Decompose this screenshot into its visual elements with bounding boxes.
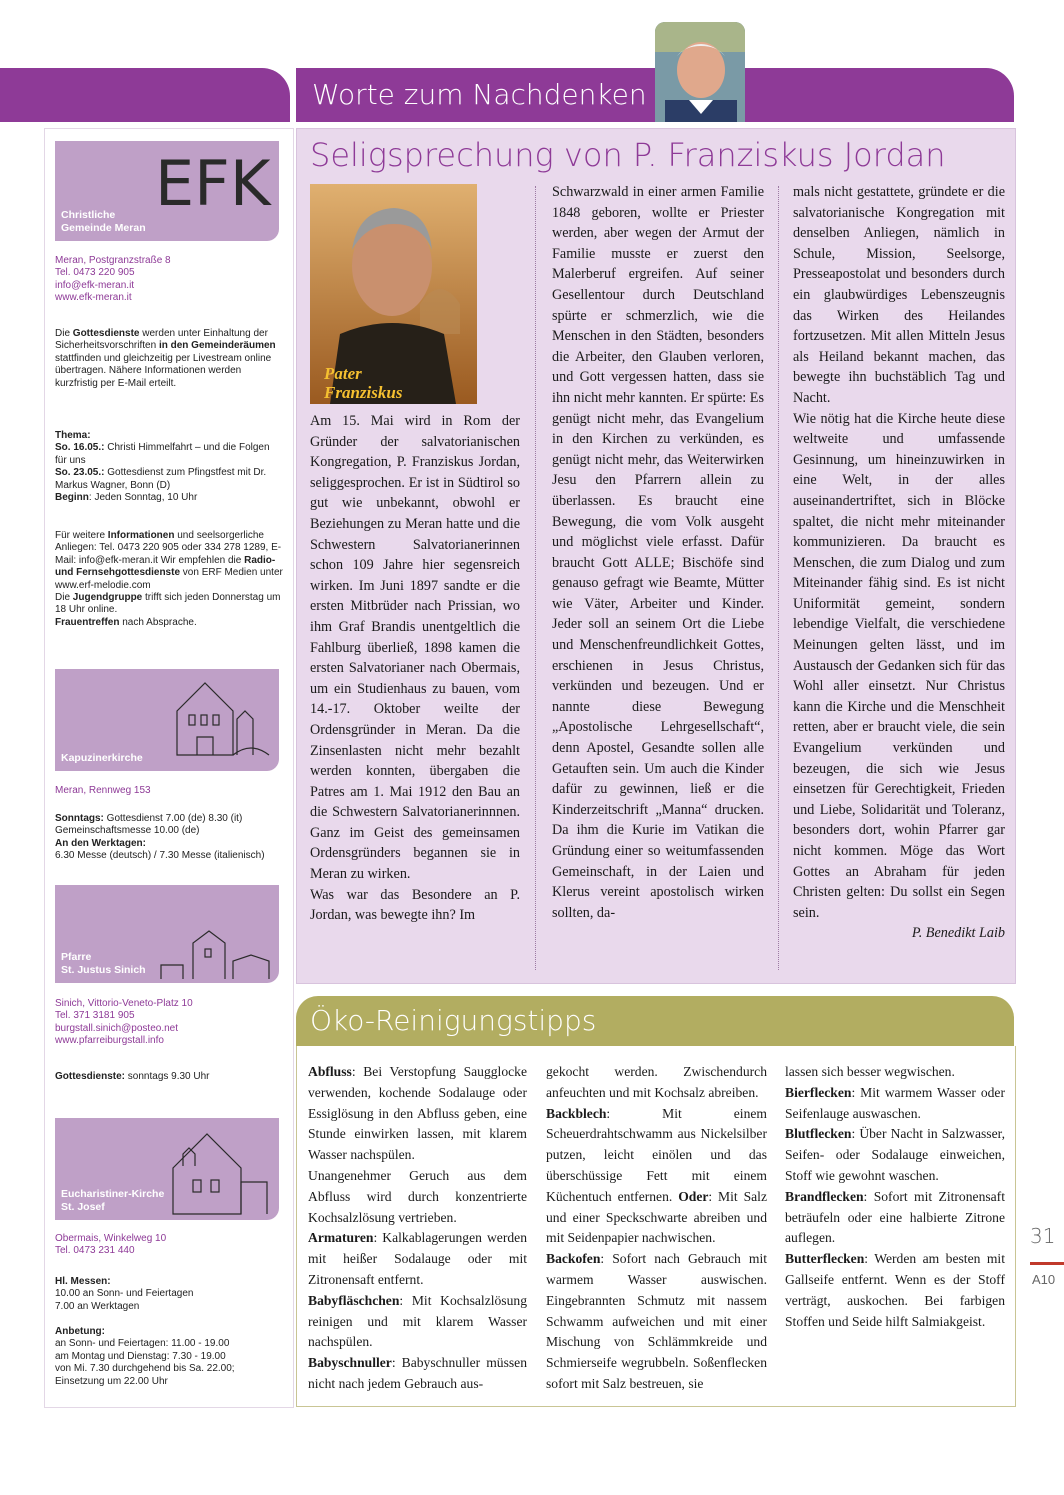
church-services-sidebar: [44, 128, 294, 1408]
josef-contact: Obermais, Winkelweg 10 Tel. 0473 231 440: [55, 1233, 167, 1257]
page-marker-line: [1030, 1262, 1064, 1265]
kapuziner-address: Meran, Rennweg 153: [55, 785, 151, 796]
efk-contact: Meran, Postgranzstraße 8 Tel. 0473 220 905 info@efk-meran.it www.efk-meran.it: [55, 255, 283, 305]
author-portrait: [655, 22, 745, 122]
eco-column-2: gekocht werden. Zwischendurch anfeuchten und mit Kochsalz abreiben. Backblech: Mit einem Scheuerdrahtschwamm aus Nickelsilber putzen, leicht einölen und das überschüssige Fett mit einem Küchentuch entfernen. Oder: Mit Salz und einer Speckschwarte abreiben und mit Seidenpapier nachwischen. Backofen: Sofort nach Gebrauch mit warmem Wasser auswischen. Eingebrannten Schmutz mit nassem Schwamm aufweichen und mit einer Mischung von Schlämmkreide und Schmierseife wegrubbeln. Soßenflecken sofort mit Salz bestreuen, sie: [546, 1064, 767, 1391]
sinich-web-link[interactable]: www.pfarreiburgstall.info: [55, 1035, 164, 1047]
sinich-church-drawing: [153, 925, 273, 979]
column-divider: [778, 186, 779, 970]
josef-name: Eucharistiner-Kirche St. Josef: [61, 1188, 165, 1213]
josef-box: [55, 1118, 279, 1220]
article-title: Seligsprechung von P. Franziskus Jordan: [310, 136, 946, 174]
josef-church-drawing: [163, 1124, 273, 1216]
eco-title: Öko-Reinigungstipps: [310, 1004, 597, 1037]
sinich-email-link[interactable]: burgstall.sinich@posteo.net: [55, 1022, 178, 1034]
josef-adoration: Anbetung: an Sonn- und Feiertagen: 11.00 - 19.00 am Montag und Dienstag: 7.30 - 19.00 von Mi. 7.30 durchgehend bis Sa. 22.00; Einsetzung um 22.00 Uhr: [55, 1326, 235, 1387]
article-column-1: Am 15. Mai wird in Rom der Gründer der salvatorianischen Kongregation, P. Franziskus Jordan, seliggesprochen. Er ist in Südtirol so gut wie unbekannt, obwohl er Beziehungen zu Meran hatte und die Schwestern Salvatorianerinnen schon 109 Jahre hier segensreich wirken. Im Juni 1897 sandte er die ersten Mitbrüder nach Prissian, wo ihm Graf Brandis unentgeltlich die Fahlburg überließ, 1898 kamen die ersten Salvatorianer nach Obermais, um ein Studienhaus zu bauen, vom 14.-17. Oktober weilte der Ordensgründer in Meran. Da die Zinsenlasten nicht mehr bezahlt werden konnten, übergaben die Patres am 1. Mai 1912 den Bau an die Schwestern Salvatorianerinnnen. Ganz im Geist des gemeinsamen Ordensgründers begannen sie in Meran zu wirken. Was war das Besondere an P. Jordan, was bewegte ihn? Im: [310, 413, 520, 924]
efk-intro: Die Gottesdienste werden unter Einhaltung der Sicherheitsvorschriften in den Gemeinderäumen stattfinden und gleichzeitig per Livestream online übertragen. Nähere Informationen werden kurzfristig per E-Mail erteilt.: [55, 328, 276, 389]
page-section: A10: [1032, 1272, 1056, 1287]
efk-web-link[interactable]: www.efk-meran.it: [55, 292, 132, 304]
column-divider: [535, 186, 536, 970]
article-column-3: mals nicht gestattete, gründete er die salvatorianische Kongregation mit denselben Anliegen, nämlich in Schule, Mission, Seelsorge, Presseapostolat und besonders durch ein glaubwürdiges Lebenszeugnis das Wirken des Heilandes fortzusetzen. Mit allen Mitteln Jesus als Heiland bekannt machen, das bewegte ihn buchstäblich Tag und Nacht. Wie nötig hat die Kirche heute diese weltweite und umfassende Gesinnung, um hineinzuwirken in eine Welt, in der alles auseinandertriftet, sich in Blöcke spaltet, die nicht mehr miteinander kommunizieren. Da braucht es Menschen, die zum Dialog und zum Miteinander fähig sind. Es ist nicht Uniformität gemeint, sondern lebendige Vielfalt, die verschiedene Meinungen gelten lässt, und im Austausch der Gedanken sich für das Wohl aller einsetzt. Nur Christus kann die Kirche und die Menschheit retten, aber er braucht viele, die sein Evangelium verkünden und bezeugen, die sich wie Jesus einsetzen für Gerechtigkeit, Frieden und Liebe, Solidarität und Toleranz, besonders dort, wohin Pfarrer gar nicht kommen. Möge das Wort Gottes an Abraham für jeden Christen gelten: Du sollst ein Segen sein. P. Benedikt Laib: [793, 182, 1005, 944]
efk-email-link[interactable]: info@efk-meran.it: [55, 279, 135, 291]
eco-column-3: lassen sich besser wegwischen. Bierflecken: Mit warmem Wasser oder Seifenlauge auswaschen. Blutflecken: Über Nacht in Salzwasser, Seifen- oder Sodalauge einweichen, Stoff wie gewohnt waschen. Brandflecken: Sofort mit Zitronensaft beträufeln oder eine halbierte Zitrone auflegen. Butterflecken: Werden am besten mit Gallseife entfernt. Wenn es der Stoff verträgt, auskochen. Bei farbigen Stoffen und Seide hilft Salmiakgeist.: [785, 1064, 1005, 1329]
page-number: 31: [1030, 1224, 1056, 1248]
article-signature: P. Benedikt Laib: [911, 925, 1005, 942]
sinich-name: Pfarre St. Justus Sinich: [61, 951, 146, 976]
efk-info: Für weitere Informationen und seelsorgerliche Anliegen: Tel. 0473 220 905 oder 334 278 1289, E-Mail: info@efk-meran.it Wir empfehlen die Radio- und Fernsehgottesdienste von ERF Medien unter www.erf-melodie.com Die Jugendgruppe trifft sich jeden Donnerstag um 18 Uhr online. Frauentreffen nach Absprache.: [55, 530, 283, 628]
section-title: Worte zum Nachdenken: [312, 78, 647, 111]
efk-logo: [155, 149, 273, 221]
efk-name: Christliche Gemeinde Meran: [61, 209, 146, 234]
sinich-services: Gottesdienste: sonntags 9.30 Uhr: [55, 1071, 210, 1082]
pater-franziskus-image: [310, 184, 477, 404]
kapuziner-times: Sonntags: Gottesdienst 7.00 (de) 8.30 (it) Gemeinschaftsmesse 10.00 (de) An den Werktagen: 6.30 Messe (deutsch) / 7.30 Messe (italienisch): [55, 813, 265, 862]
eco-column-1: Abfluss: Bei Verstopfung Saugglocke verwenden, kochende Sodalauge oder Essiglösung in den Abfluss geben, eine Stunde einwirken lassen, mit klarem Wasser nachspülen. Unangenehmer Geruch aus dem Abfluss wird durch konzentrierte Kochsalzlösung vertrieben. Armaturen: Kalkablagerungen werden mit heißer Sodalauge oder mit Zitronensaft entfernt. Babyfläschchen: Mit Kochsalzlösung reinigen und mit klarem Wasser nachspülen. Babyschnuller: Babyschnuller müssen nicht nach jedem Gebrauch aus-: [308, 1064, 527, 1391]
image-caption: Pater Franziskus: [324, 364, 403, 402]
josef-masses: Hl. Messen: 10.00 an Sonn- und Feiertagen 7.00 an Werktagen: [55, 1276, 194, 1312]
kapuziner-box: [55, 669, 279, 771]
kapuziner-name: Kapuzinerkirche: [61, 752, 143, 764]
sinich-box: [55, 885, 279, 983]
kapuziner-church-drawing: [171, 675, 271, 761]
efk-theme: Thema: So. 16.05.: Christi Himmelfahrt – und die Folgen für uns So. 23.05.: Gottesdienst zum Pfingstfest mit Dr. Markus Wagner, Bonn (D) Beginn: Jeden Sonntag, 10 Uhr: [55, 430, 270, 504]
sinich-contact: Sinich, Vittorio-Veneto-Platz 10 Tel. 371 3181 905 burgstall.sinich@posteo.net www.pfarreiburgstall.info: [55, 998, 283, 1048]
efk-box: [55, 141, 279, 241]
svg-text:EFK: EFK: [155, 149, 271, 220]
article-column-2: Schwarzwald in einer armen Familie 1848 geboren, wollte er Priester werden, aber wegen der Armut der Familie musste er zuerst den Malerberuf ergreifen. Auf seiner Gesellentour durch Deutschland spürte er schmerzlich, wie die Menschen in den Städten, besonders die Arbeiter, den Glauben verloren, und Gott vergessen hatten, dass sie ihn nicht mehr kannten. Er spürte: Es genügt nicht mehr, das Evangelium in den Kirchen zu verkünden, es genügt nicht mehr, das Weiterwirken Jesu den Pfarrern allein zu überlassen. Es braucht eine Bewegung, die vom Volk ausgeht und möglichst viele erfasst. Dafür braucht Gott ALLE; Bischöfe sind genauso gefragt wie Beamte, Mütter wie Väter, Arbeiter und Kinder. Jeder soll an seinem Ort die Liebe und Menschenfreundlichkeit Gottes, erschienen in Jesus Christus, verkünden und bezeugen. Und er nannte diese Bewegung „Apostolische Lehrgesellschaft“, denn Apostel, Gesandte sollen alle Getauften sein. Um auch die Kinder dafür zu gewinnen, ließ er die Kinderzeitschrift „Manna“ drucken. Da ihm die Kurie im Vatikan die Gründung einer so weitumfassenden Gemeinschaft, in der Laien und Klerus vereint apostolisch wirken sollten, da-: [552, 184, 764, 921]
left-header-bar: [0, 68, 290, 122]
